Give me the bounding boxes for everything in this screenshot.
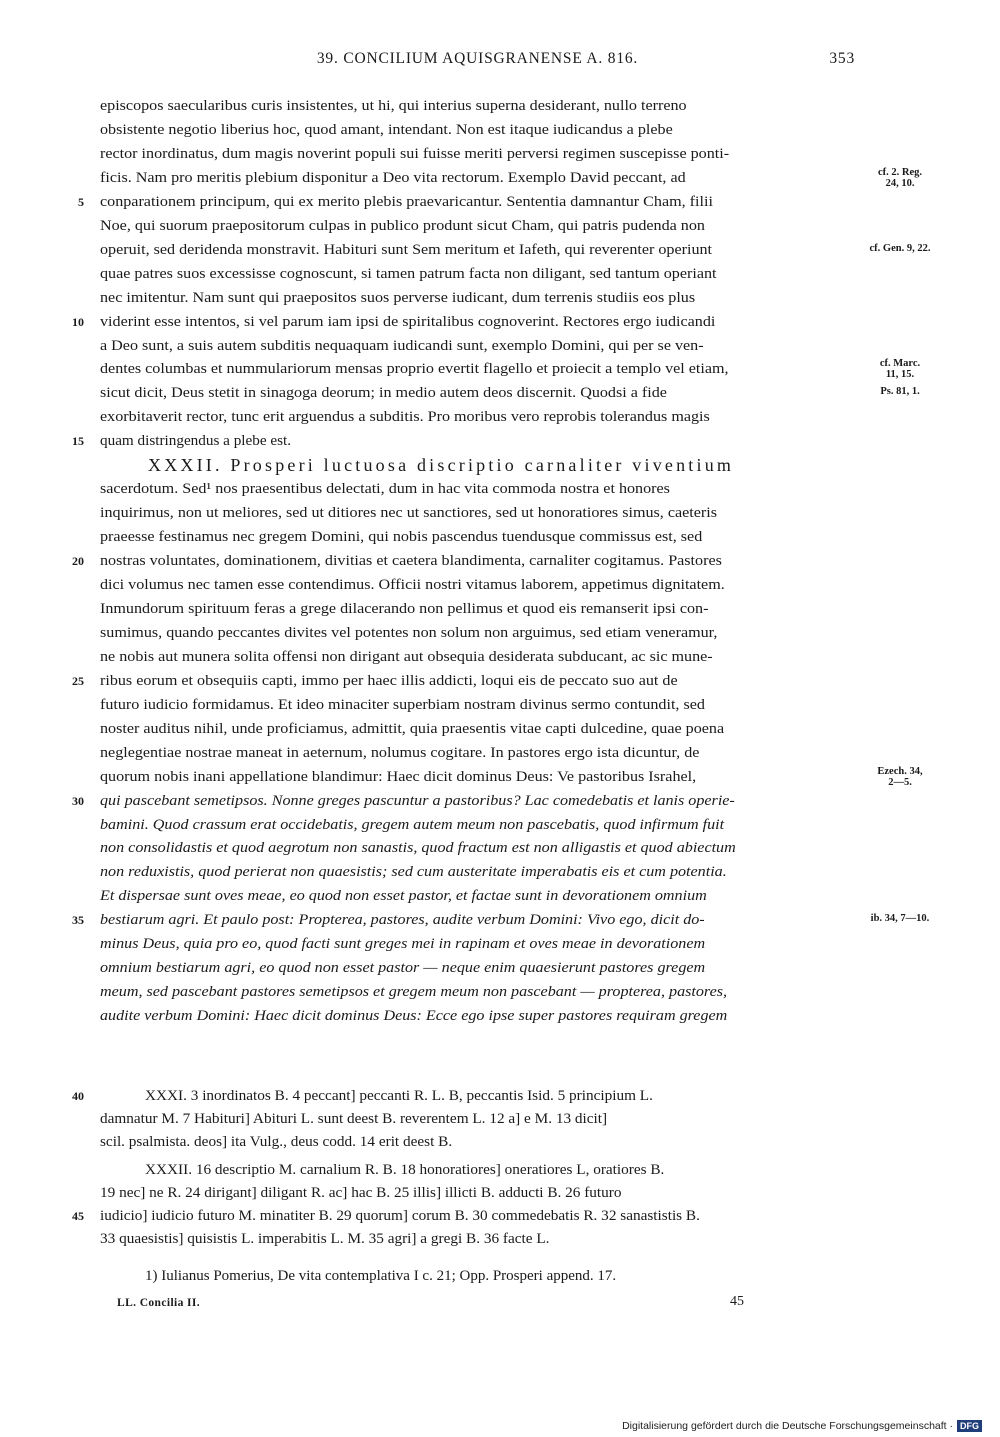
line-text: sicut dicit, Deus stetit in sinagoga deorum; in medio autem deos discernit. Quodsi a fide xyxy=(100,384,667,402)
margin-reference xyxy=(860,243,940,254)
line-text: omnium bestiarum agri, eo quod non esset pastor — neque enim quaesierunt pastores gregem xyxy=(100,959,706,977)
text-line xyxy=(100,860,855,884)
apparatus-line xyxy=(72,1205,855,1228)
line-text: praeesse festinamus nec gregem Domini, qui nobis pascendus tuendusque commissus est, sed xyxy=(100,528,703,546)
text-line xyxy=(100,501,855,525)
digitization-credit xyxy=(622,1420,982,1432)
line-text: sacerdotum. Sed¹ nos praesentibus delectati, dum in hac vita commoda nostra et honores xyxy=(100,480,670,498)
line-text: episcopos saecularibus curis insistentes, ut hi, qui interius superna desiderant, nullo terreno xyxy=(100,97,687,114)
text-line xyxy=(100,286,855,310)
text-line xyxy=(100,645,855,669)
margin-reference-line: Ezech. 34, xyxy=(877,765,923,777)
apparatus-line xyxy=(100,1228,855,1251)
line-number: 10 xyxy=(72,314,84,329)
text-line xyxy=(100,836,855,860)
line-text: viderint esse intentos, si vel parum iam ipsi de spiritalibus cognoverint. Rectores ergo iudicandi xyxy=(100,312,716,330)
text-line xyxy=(100,621,855,645)
text-line xyxy=(72,908,930,932)
line-number: 15 xyxy=(72,434,84,449)
margin-reference-line: 11, 15. xyxy=(885,369,915,381)
line-text: sumimus, quando peccantes divites vel potentes non solum non arguimus, sed etiam veneramur, xyxy=(100,623,718,641)
text-line xyxy=(72,310,855,334)
apparatus-line xyxy=(100,1182,855,1205)
margin-reference xyxy=(860,386,940,397)
line-text: audite verbum Domini: Haec dicit dominus Deus: Ecce ego ipse super pastores requiram gregem xyxy=(100,1007,728,1025)
line-text: meum, sed pascebant pastores semetipsos et gregem meum non pascebant — propterea, pastores, xyxy=(100,983,728,1001)
apparatus-text: XXXI. 3 inordinatos B. 4 peccant] peccanti R. L. B, peccantis Isid. 5 principium L. xyxy=(145,1088,653,1104)
dfg-logo: DFG xyxy=(957,1420,982,1432)
header-page-number: 353 xyxy=(829,50,855,67)
apparatus-line xyxy=(100,1159,855,1182)
line-text: noster auditus nihil, unde proficiamus, admittit, quia praesentis vitae capti dulcedine, quae poena xyxy=(100,719,725,737)
text-line xyxy=(100,334,855,358)
text-line xyxy=(100,166,923,190)
line-text: Noe, qui suorum praepositorum culpas in publico produnt sicut Cham, qui patris pudenda non xyxy=(100,216,705,234)
apparatus-text: 19 nec] ne R. 24 dirigant] diligant R. ac] hac B. 25 illis] illicti B. adducti B. 26 futuro xyxy=(100,1184,622,1201)
line-text: a Deo sunt, a suis autem subditis nequaquam iudicandi sunt, exemplo Domini, qui per se ven- xyxy=(100,336,704,354)
apparatus-text: damnatur M. 7 Habituri] Abituri L. sunt deest B. reverentem L. 12 a] e M. 13 dicit] xyxy=(100,1111,608,1128)
line-number: 40 xyxy=(72,1089,84,1103)
digitization-text: Digitalisierung gefördert durch die Deutsche Forschungsgemeinschaft · xyxy=(622,1420,953,1432)
text-line xyxy=(100,477,855,501)
apparatus-text: iudicio] iudicio futuro M. minatiter B. 29 quorum] corum B. 30 commedebatis R. 32 sanastistis B. xyxy=(100,1208,700,1224)
margin-reference-line: cf. 2. Reg. xyxy=(877,166,923,178)
text-line xyxy=(100,884,855,908)
line-text: inquirimus, non ut meliores, sed ut ditiores nec ut sanctiores, sed ut honoratiores simus, caeteris xyxy=(100,504,718,522)
text-line xyxy=(72,669,855,693)
margin-reference xyxy=(860,913,940,924)
line-text: non consolidastis et quod aegrotum non sanastis, quod fractum est non alligastis et quod abiectum xyxy=(100,839,736,857)
line-text: ficis. Nam pro meritis plebium disponitur a Deo vita rectorum. Exemplo David peccant, ad xyxy=(100,168,686,186)
margin-reference xyxy=(860,766,940,788)
margin-reference-line: Ps. 81, 1. xyxy=(880,386,920,398)
apparatus-text: 33 quaesistis] quisistis L. imperabitis L. M. 35 agri] a gregi B. 36 facte L. xyxy=(100,1231,550,1248)
margin-reference-line: ib. 34, 7—10. xyxy=(870,913,930,925)
line-text: futuro iudicio formidamus. Et ideo minaciter superbiam nostram divinus sermo contundit, sed xyxy=(100,695,705,713)
line-number: 30 xyxy=(72,793,84,808)
line-text: dici volumus nec tamen esse contendimus. Officii nostri vitamus laborem, appetimus dignitatem. xyxy=(100,576,725,593)
line-text: quorum nobis inani appellatione blandimur: Haec dicit dominus Deus: Ve pastoribus Israhel, xyxy=(100,767,697,785)
line-text: rector inordinatus, dum magis noverint populi sui fuisse meriti perversi regimen suscepisse ponti- xyxy=(100,144,730,162)
apparatus-text: XXXII. 16 descriptio M. carnalium R. B. 18 honoratiores] oneratiores L, oratiores B. xyxy=(145,1161,665,1178)
text-line xyxy=(100,573,855,597)
margin-reference-line: cf. Marc. xyxy=(879,358,921,370)
apparatus-text: scil. psalmista. deos] ita Vulg., deus codd. 14 erit deest B. xyxy=(100,1134,453,1151)
text-line xyxy=(100,405,855,429)
text-line xyxy=(100,932,855,956)
margin-reference-line: 24, 10. xyxy=(885,177,915,189)
text-line xyxy=(100,94,855,118)
line-text: nec imitentur. Nam sunt qui praepositos suos perverse iudicant, dum terrenis studiis eos plus xyxy=(100,288,696,306)
text-line xyxy=(100,142,855,166)
line-text: operuit, sed deridenda monstravit. Habituri sunt Sem meritum et Iafeth, qui reverenter operiunt xyxy=(100,240,713,258)
line-text: Inmundorum spirituum feras a grege dilacerando non pellimus et quod eis remanserit ipsi con- xyxy=(100,599,709,617)
footer-collection: LL. Concilia II. xyxy=(117,1297,201,1309)
line-text: bestiarum agri. Et paulo post: Propterea, pastores, audite verbum Domini: Vivo ego, dicit do- xyxy=(100,911,705,929)
line-text: obsistente negotio liberius hoc, quod amant, intendant. Non est itaque iudicandus a plebe xyxy=(100,120,673,138)
line-text: quam distringendus a plebe est. xyxy=(100,432,292,450)
line-text: ne nobis aut munera solita offensi non dirigant aut obsequia desiderata subducant, ac sic mune- xyxy=(100,647,713,665)
line-number: 20 xyxy=(72,554,84,569)
text-line xyxy=(100,1004,855,1028)
text-line xyxy=(100,693,855,717)
footer-signature: 45 xyxy=(730,1294,744,1309)
line-text: neglegentiae nostrae maneat in aeternum, nolumus cogitare. In pastores ergo ista dicuntur, de xyxy=(100,743,700,761)
margin-reference xyxy=(860,167,940,189)
text-line xyxy=(78,190,855,214)
line-text: Et dispersae sunt oves meae, eo quod non esset pastor, et factae sunt in devorationem omnium xyxy=(100,887,707,905)
apparatus-line xyxy=(100,1131,855,1154)
line-text: conparationem principum, qui ex merito plebis praevaricantur. Sententia damnantur Cham, filii xyxy=(100,192,713,210)
margin-reference xyxy=(860,358,940,380)
text-line xyxy=(100,813,855,837)
text-line xyxy=(100,980,855,1004)
text-line xyxy=(100,453,855,477)
text-line xyxy=(100,956,855,980)
line-text: XXXII. Prosperi luctuosa discriptio carnaliter viventium xyxy=(148,455,735,476)
text-line xyxy=(100,717,855,741)
line-number: 45 xyxy=(72,1209,84,1223)
line-text: bamini. Quod crassum erat occidebatis, gregem autem meum non pascebatis, quod infirmum fuit xyxy=(100,815,725,833)
apparatus-line xyxy=(100,1108,855,1131)
header-title: 39. CONCILIUM AQUISGRANENSE A. 816. xyxy=(316,50,639,67)
text-line xyxy=(72,549,855,573)
text-line xyxy=(100,741,855,765)
text-line xyxy=(100,238,931,262)
text-line xyxy=(100,765,923,789)
line-text: minus Deus, quia pro eo, quod facti sunt greges mei in rapinam et oves meae in devorationem xyxy=(100,935,706,953)
footnote: 1) Iulianus Pomerius, De vita contemplativa I c. 21; Opp. Prosperi append. 17. xyxy=(145,1268,617,1284)
text-line xyxy=(100,118,855,142)
line-number: 35 xyxy=(72,913,84,928)
text-line xyxy=(100,262,855,286)
line-text: ribus eorum et obsequiis capti, immo per haec illis addicti, loqui eis de peccato suo aut de xyxy=(100,671,678,689)
text-line xyxy=(100,381,920,405)
text-line xyxy=(100,525,855,549)
text-line xyxy=(100,597,855,621)
margin-reference-line: cf. Gen. 9, 22. xyxy=(869,242,931,254)
margin-reference-line: 2—5. xyxy=(888,776,912,788)
line-text: quae patres suos excessisse cognoscunt, si tamen patrum facta non diligant, sed tantum operiant xyxy=(100,264,717,282)
line-text: exorbitaverit rector, tunc erit arguendus a subditis. Pro moribus vero reprobis tolerandus magis xyxy=(100,408,710,426)
text-line xyxy=(100,214,855,238)
line-text: qui pascebant semetipsos. Nonne greges pascuntur a pastoribus? Lac comedebatis et lanis operie- xyxy=(100,791,735,809)
line-text: dentes columbas et nummulariorum mensas proprio evertit flagello et proiecit a templo vel etiam, xyxy=(100,360,729,378)
line-text: non reduxistis, quod perierat non quaesistis; sed cum austeritate imperabatis eis et cum potentia. xyxy=(100,863,727,881)
line-text: nostras voluntates, dominationem, divitias et caetera blandimenta, carnaliter cogitamus. Pastores xyxy=(100,552,722,570)
text-line xyxy=(72,789,855,813)
text-line xyxy=(72,429,855,453)
line-number: 25 xyxy=(72,673,84,688)
running-header xyxy=(100,50,855,72)
line-number: 5 xyxy=(78,194,84,209)
text-line xyxy=(100,357,921,381)
apparatus-line xyxy=(72,1085,855,1108)
